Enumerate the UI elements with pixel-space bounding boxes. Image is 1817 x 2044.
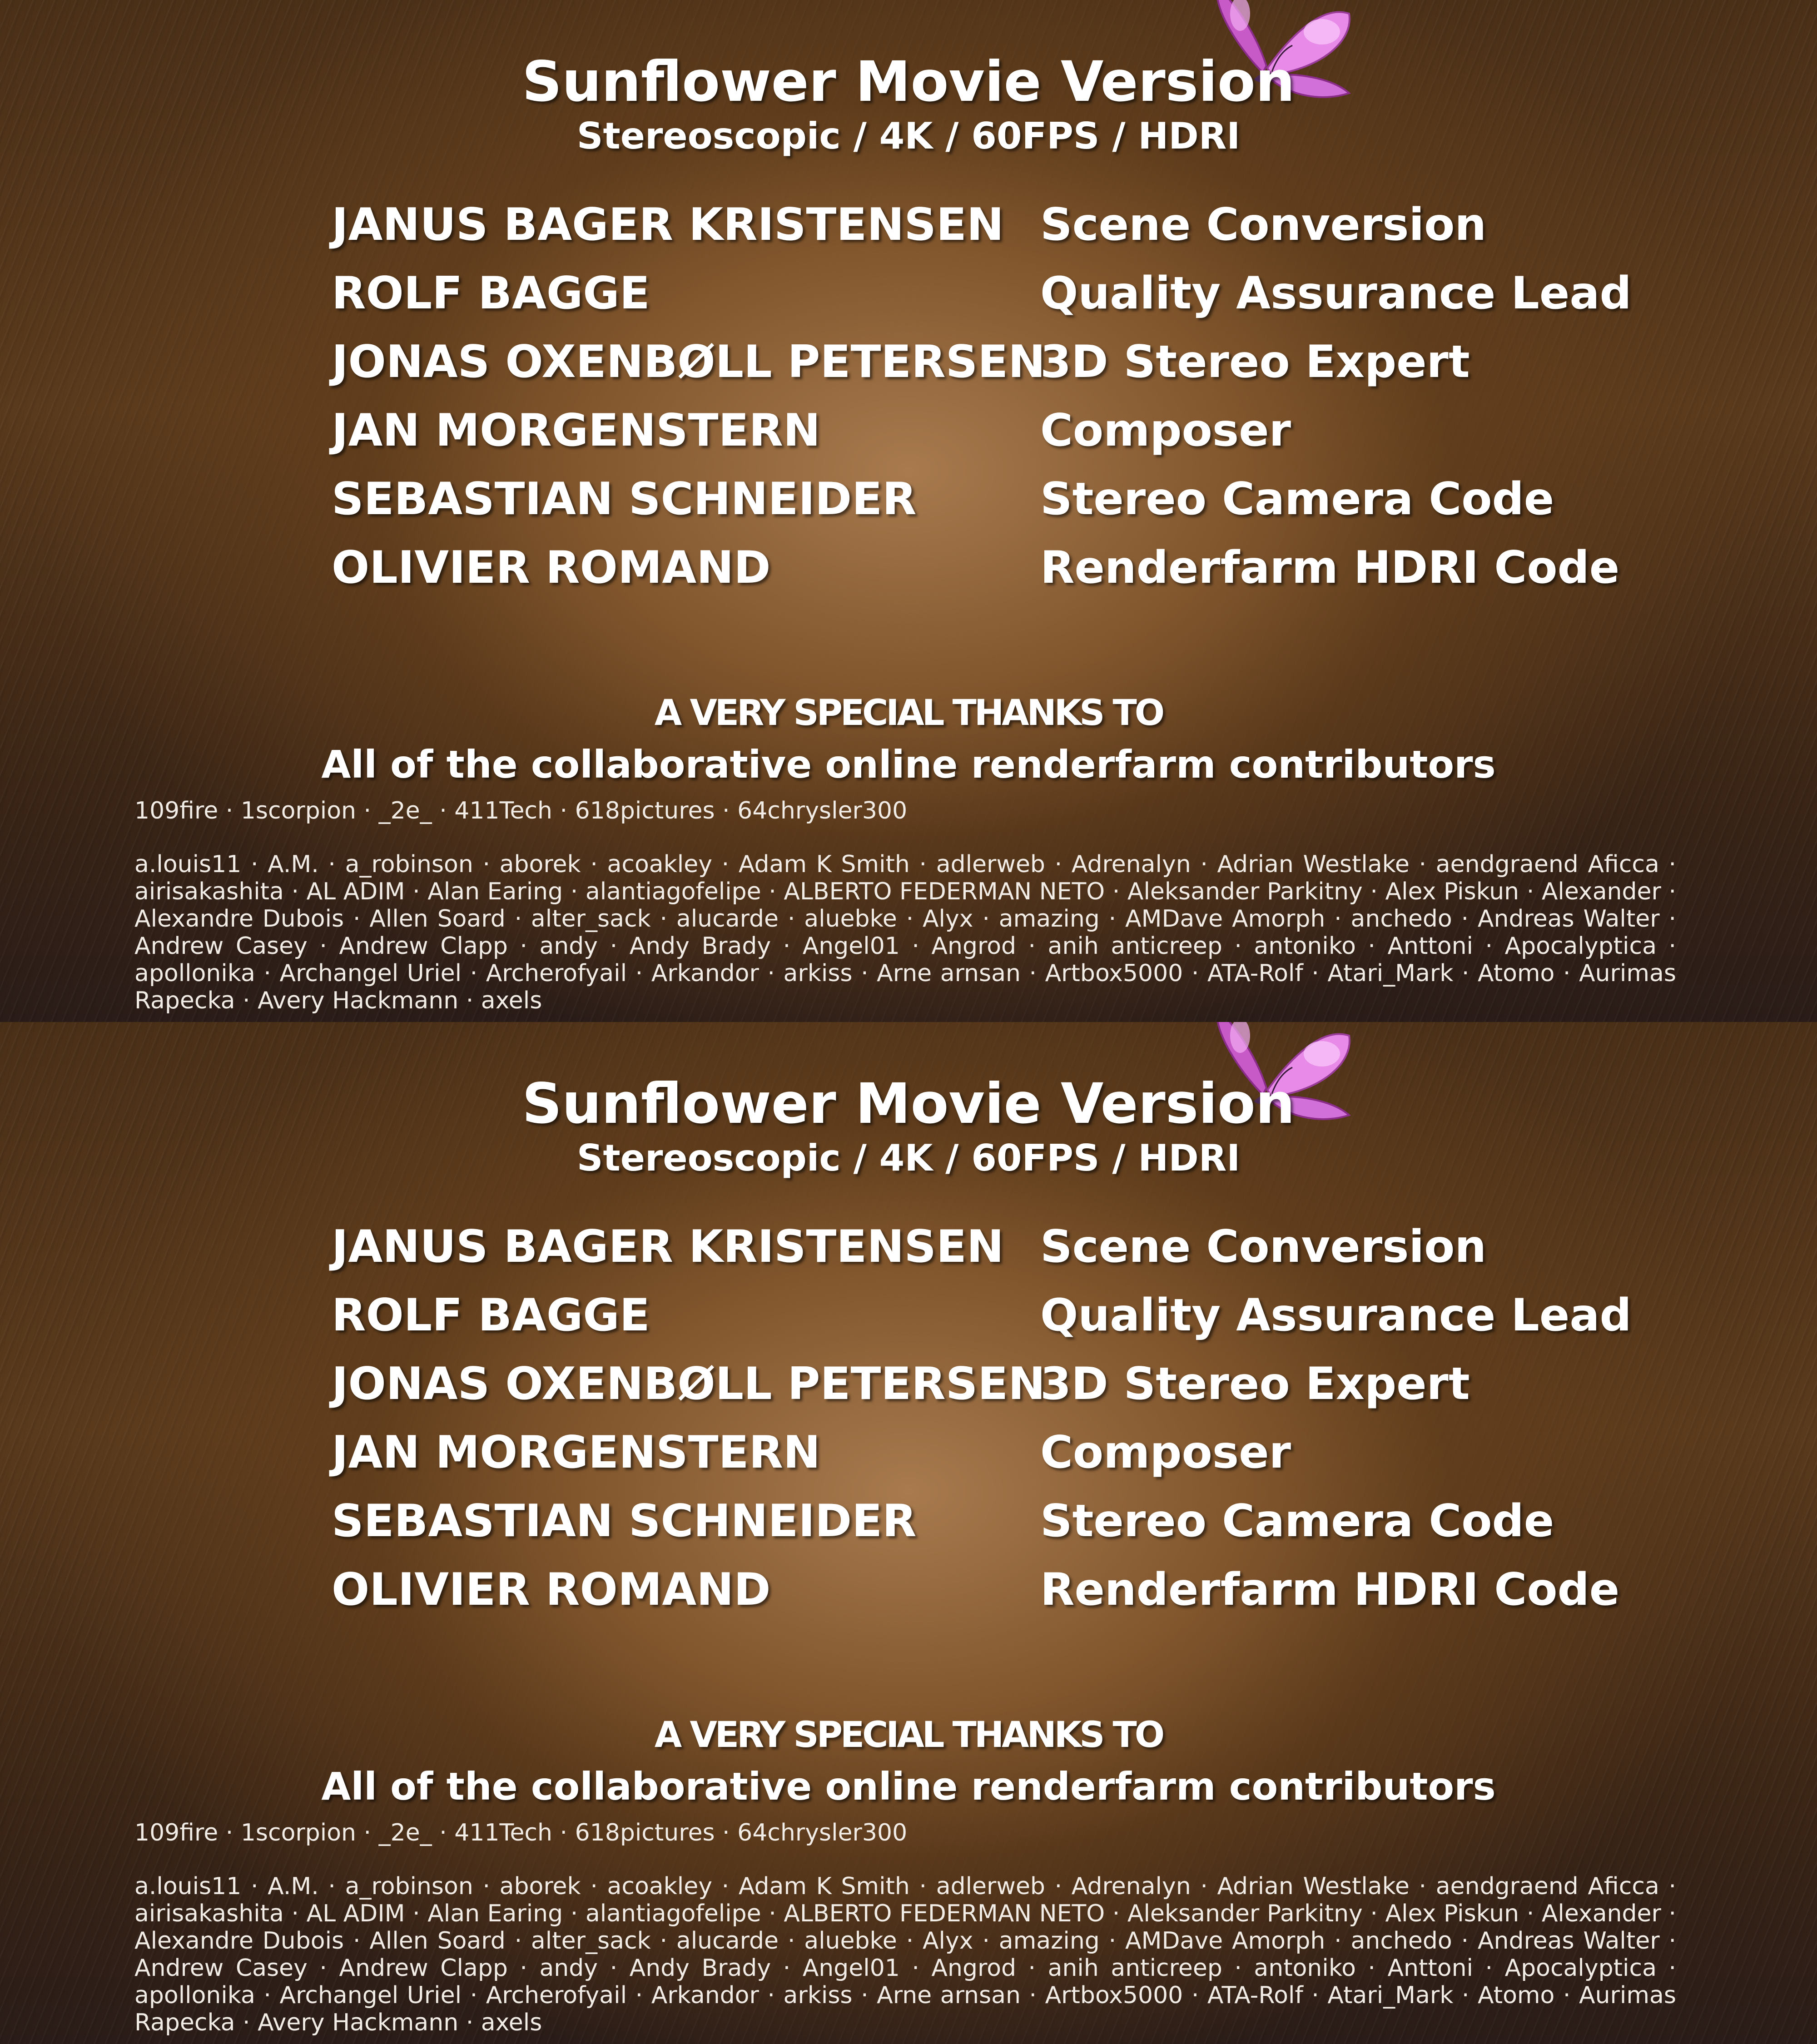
movie-subtitle: Stereoscopic / 4K / 60FPS / HDRI xyxy=(576,115,1241,157)
thanks-heading: A VERY SPECIAL THANKS TO xyxy=(654,1715,1163,1756)
credit-name: SEBASTIAN SCHNEIDER xyxy=(332,1495,917,1547)
credits-frame-bottom xyxy=(0,1022,1817,2044)
credit-name: JAN MORGENSTERN xyxy=(332,405,820,456)
credit-name: OLIVIER ROMAND xyxy=(332,542,771,594)
thanks-subheading: All of the collaborative online renderfarm contributors xyxy=(321,742,1496,787)
thanks-subheading: All of the collaborative online renderfarm contributors xyxy=(321,1764,1496,1809)
credit-role: Scene Conversion xyxy=(1040,1221,1487,1273)
credit-role: 3D Stereo Expert xyxy=(1040,1358,1470,1410)
credit-role: Composer xyxy=(1040,405,1291,456)
credit-role: Quality Assurance Lead xyxy=(1040,268,1632,319)
credit-name: SEBASTIAN SCHNEIDER xyxy=(332,473,917,525)
contributors-list: a.louis11 · A.M. · a_robinson · aborek · acoakley · Adam K Smith · adlerweb · Adrenalyn · Adrian Westlake · aendgraend Aficca · airisakashita · AL ADIM · Alan Earing · alantiagofelipe · ALBERTO FEDERMAN NETO · Aleksander Parkitny · Alex Piskun · Alexander · Alexandre Dubois · Allen Soard · alter_sack · alucarde · aluebke · Alyx · amazing · AMDave Amorph · anchedo · Andreas Walter · Andrew Casey · Andrew Clapp · andy · Andy Brady · Angel01 · Angrod · anih anticreep · antoniko · Anttoni · Apocalyptica · apollonika · Archangel Uriel · Archerofyail · Arkandor · arkiss · Arne arnsan · Artbox5000 · ATA-Rolf · Atari_Mark · Atomo · Aurimas Rapecka · Avery Hackmann · axels xyxy=(134,1873,1676,2036)
credit-name: JONAS OXENBØLL PETERSEN xyxy=(332,1358,1046,1410)
contributors-list: a.louis11 · A.M. · a_robinson · aborek · acoakley · Adam K Smith · adlerweb · Adrenalyn · Adrian Westlake · aendgraend Aficca · airisakashita · AL ADIM · Alan Earing · alantiagofelipe · ALBERTO FEDERMAN NETO · Aleksander Parkitny · Alex Piskun · Alexander · Alexandre Dubois · Allen Soard · alter_sack · alucarde · aluebke · Alyx · amazing · AMDave Amorph · anchedo · Andreas Walter · Andrew Casey · Andrew Clapp · andy · Andy Brady · Angel01 · Angrod · anih anticreep · antoniko · Anttoni · Apocalyptica · apollonika · Archangel Uriel · Archerofyail · Arkandor · arkiss · Arne arnsan · Artbox5000 · ATA-Rolf · Atari_Mark · Atomo · Aurimas Rapecka · Avery Hackmann · axels xyxy=(134,851,1676,1014)
credit-role: Composer xyxy=(1040,1427,1291,1478)
thanks-heading: A VERY SPECIAL THANKS TO xyxy=(654,693,1163,734)
credit-name: JANUS BAGER KRISTENSEN xyxy=(332,199,1004,251)
credit-name: OLIVIER ROMAND xyxy=(332,1564,771,1616)
credit-role: Stereo Camera Code xyxy=(1040,1495,1554,1547)
credit-role: Renderfarm HDRI Code xyxy=(1040,542,1620,594)
contributors-line: 109fire · 1scorpion · _2e_ · 411Tech · 618pictures · 64chrysler300 xyxy=(134,797,908,824)
credit-role: Quality Assurance Lead xyxy=(1040,1290,1632,1341)
credit-role: Stereo Camera Code xyxy=(1040,473,1554,525)
credit-name: JAN MORGENSTERN xyxy=(332,1427,820,1478)
credit-role: Scene Conversion xyxy=(1040,199,1487,251)
credit-name: JANUS BAGER KRISTENSEN xyxy=(332,1221,1004,1273)
credit-name: ROLF BAGGE xyxy=(332,1290,650,1341)
credit-name: ROLF BAGGE xyxy=(332,268,650,319)
contributors-line: 109fire · 1scorpion · _2e_ · 411Tech · 618pictures · 64chrysler300 xyxy=(134,1819,908,1846)
movie-title: Sunflower Movie Version xyxy=(522,50,1295,114)
credit-role: 3D Stereo Expert xyxy=(1040,336,1470,388)
movie-title: Sunflower Movie Version xyxy=(522,1072,1295,1136)
credit-role: Renderfarm HDRI Code xyxy=(1040,1564,1620,1616)
credit-name: JONAS OXENBØLL PETERSEN xyxy=(332,336,1046,388)
movie-subtitle: Stereoscopic / 4K / 60FPS / HDRI xyxy=(576,1137,1241,1179)
